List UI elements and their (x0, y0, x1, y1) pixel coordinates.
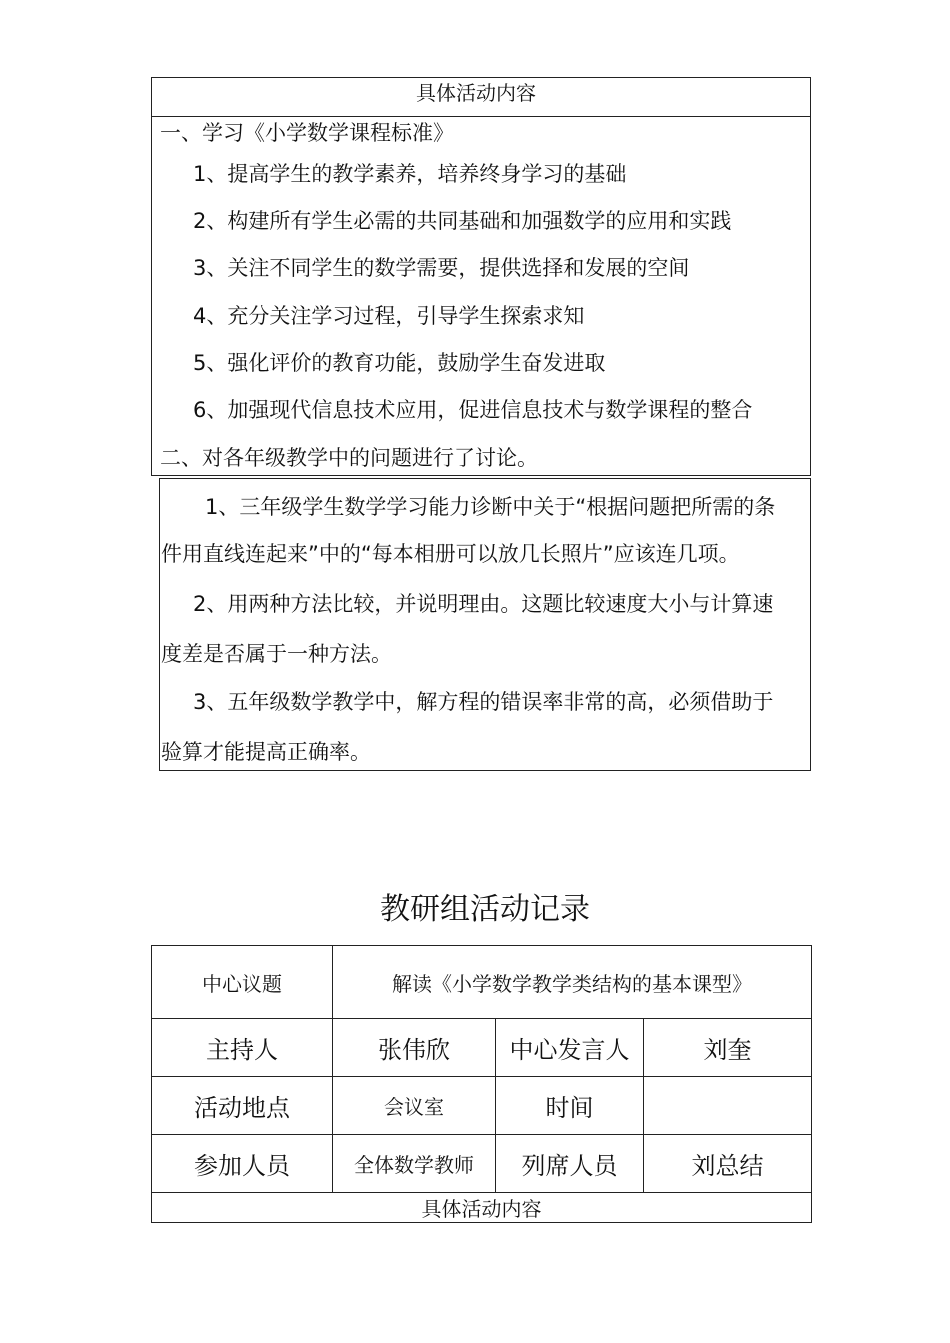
part2-title: 二、对各年级教学中的问题进行了讨论。 (160, 446, 538, 470)
part1-item: 4、充分关注学习过程，引导学生探索求知 (193, 304, 585, 328)
activity-content-header: 具体活动内容 (416, 81, 536, 105)
part1-item: 2、构建所有学生必需的共同基础和加强数学的应用和实践 (193, 209, 732, 233)
attendees-label: 列席人员 (496, 1135, 644, 1193)
participants-value: 全体数学教师 (333, 1135, 496, 1193)
part1-item: 6、加强现代信息技术应用，促进信息技术与数学课程的整合 (193, 398, 753, 422)
discussion-line: 2、用两种方法比较，并说明理由。这题比较速度大小与计算速 (193, 592, 774, 616)
record-table (151, 945, 812, 1223)
speaker-value: 刘奎 (644, 1019, 812, 1077)
discussion-line: 度差是否属于一种方法。 (161, 642, 392, 666)
discussion-line: 件用直线连起来”中的“每本相册可以放几长照片”应该连几项。 (161, 542, 740, 566)
discussion-line: 3、五年级数学教学中，解方程的错误率非常的高，必须借助于 (193, 690, 774, 714)
speaker-label: 中心发言人 (496, 1019, 644, 1077)
record-title: 教研组活动记录 (380, 892, 590, 927)
discussion-line: 1、三年级学生数学学习能力诊断中关于“根据问题把所需的条 (205, 495, 776, 519)
participants-label: 参加人员 (152, 1135, 333, 1193)
discussion-box (159, 478, 811, 771)
discussion-line: 验算才能提高正确率。 (161, 740, 371, 764)
time-value (644, 1077, 812, 1135)
part1-title: 一、学习《小学数学课程标准》 (160, 121, 454, 145)
part1-item: 1、提高学生的教学素养，培养终身学习的基础 (193, 162, 627, 186)
attendees-value: 刘总结 (644, 1135, 812, 1193)
topic-label: 中心议题 (152, 946, 333, 1019)
topic-value: 解读《小学数学教学类结构的基本课型》 (333, 946, 812, 1019)
host-value: 张伟欣 (333, 1019, 496, 1077)
part1-item: 5、强化评价的教育功能，鼓励学生奋发进取 (193, 351, 606, 375)
part1-item: 3、关注不同学生的数学需要，提供选择和发展的空间 (193, 256, 690, 280)
time-label: 时间 (496, 1077, 644, 1135)
record-content-header: 具体活动内容 (152, 1193, 812, 1223)
host-label: 主持人 (152, 1019, 333, 1077)
place-label: 活动地点 (152, 1077, 333, 1135)
place-value: 会议室 (333, 1077, 496, 1135)
